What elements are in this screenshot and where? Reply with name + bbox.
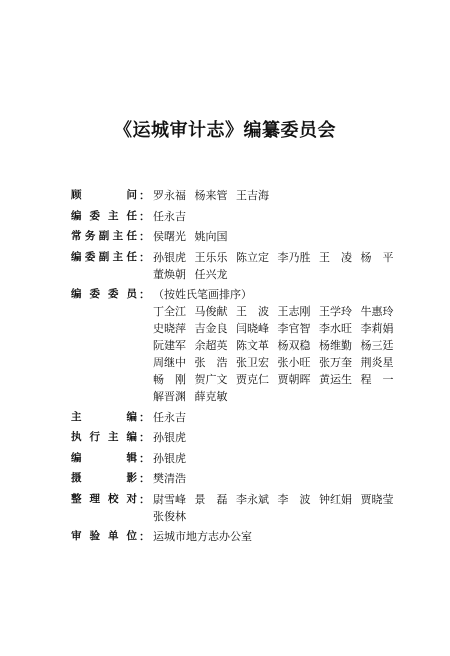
member-name: 景 磊 [194, 492, 228, 506]
member-name: 侯曙光 [153, 230, 186, 243]
role-label: 审验单位 [71, 530, 137, 542]
member-name: 畅 刚 [153, 373, 186, 386]
roster-row [71, 528, 431, 545]
roster-row [71, 470, 431, 487]
member-name: 王志刚 [277, 305, 311, 318]
role-colon: ： [139, 492, 150, 506]
member-name: 陈立定 [236, 250, 269, 264]
role-colon: ： [139, 431, 150, 444]
member-name: 王 波 [236, 305, 269, 318]
roster-row [71, 286, 431, 405]
member-name: 贺广文 [194, 373, 228, 386]
member-name: 黄运生 [319, 373, 352, 386]
member-name: 贾朝晖 [277, 373, 311, 386]
member-name: 牛惠玲 [360, 305, 394, 318]
member-name: 董焕朝 [153, 267, 186, 281]
role-label: 顾问 [71, 189, 137, 201]
member-name: 史晓萍 [153, 322, 186, 335]
member-name: 贾晓莹 [360, 492, 394, 506]
role-label: 编委主任 [71, 209, 137, 222]
member-name: 王学玲 [319, 305, 352, 318]
role-members [153, 429, 431, 446]
roster-row [71, 491, 431, 525]
member-name: 任永吉 [153, 410, 186, 424]
member-name: 薛克敏 [194, 390, 228, 403]
roster-row [71, 187, 431, 204]
member-name: 马俊献 [194, 305, 228, 318]
member-name: 解晋渊 [153, 390, 186, 403]
member-name: 李 波 [277, 492, 311, 506]
member-name: 贾克仁 [236, 373, 269, 386]
role-members [153, 470, 431, 487]
member-name: 钟红娟 [319, 492, 352, 506]
role-colon: ： [139, 472, 150, 485]
role-colon: ： [139, 250, 150, 264]
role-colon: ： [139, 410, 150, 424]
member-name: 闫晓峰 [236, 322, 269, 335]
roster-row [71, 208, 431, 225]
member-name: 罗永福 [153, 189, 186, 202]
member-name: 孙银虎 [153, 431, 186, 444]
role-colon: ： [139, 288, 150, 301]
member-name: 丁全江 [153, 305, 186, 318]
role-label: 摄影 [71, 472, 137, 484]
sort-note: （按姓氏笔画排序） [153, 288, 252, 301]
member-name: 杨 平 [360, 250, 394, 264]
roster-row [71, 228, 431, 245]
role-members [153, 528, 431, 545]
role-label: 编委副主任 [71, 250, 137, 263]
member-name: 李莉娟 [360, 322, 394, 335]
role-members [153, 228, 431, 245]
member-name: 张 浩 [194, 356, 228, 369]
member-name: 周继中 [153, 356, 186, 369]
role-label: 主编 [71, 410, 137, 423]
role-label: 整理校对 [71, 492, 137, 505]
committee-roster [71, 187, 431, 549]
member-name: 李永斌 [236, 492, 269, 506]
member-name: 余超英 [194, 339, 228, 352]
member-name: 杨维勤 [319, 339, 352, 352]
role-members [153, 409, 431, 426]
role-colon: ： [139, 230, 150, 243]
role-label: 常务副主任 [71, 230, 137, 242]
member-name: 张小旺 [277, 356, 311, 369]
member-name: 任兴龙 [194, 267, 228, 281]
member-name: 孙银虎 [153, 250, 186, 264]
role-members [153, 249, 431, 283]
member-name: 王乐乐 [194, 250, 228, 264]
member-name: 樊清浩 [153, 472, 186, 485]
role-label: 执行主编 [71, 431, 137, 443]
member-name: 陈文革 [236, 339, 269, 352]
roster-row [71, 249, 431, 283]
role-label: 编委委员 [71, 288, 137, 300]
member-name: 孙银虎 [153, 451, 186, 465]
roster-row [71, 450, 431, 467]
role-members [153, 187, 431, 204]
member-name: 荆炎星 [360, 356, 394, 369]
role-label: 编辑 [71, 451, 137, 464]
role-colon: ： [139, 189, 150, 202]
roster-row [71, 429, 431, 446]
member-name: 李水旺 [319, 322, 352, 335]
page-title: 《运城审计志》编纂委员会 [114, 120, 336, 141]
member-name: 姚向国 [194, 230, 228, 243]
member-name: 张万奎 [319, 356, 352, 369]
member-name: 阮建军 [153, 339, 186, 352]
member-name: 吉金良 [194, 322, 228, 335]
member-name: 尉雪峰 [153, 492, 186, 506]
role-colon: ： [139, 209, 150, 223]
roster-row [71, 409, 431, 426]
member-name: 王 凌 [319, 250, 352, 264]
member-name: 杨来管 [194, 189, 228, 202]
role-members [153, 286, 431, 405]
member-name: 杨双稳 [277, 339, 311, 352]
role-colon: ： [139, 451, 150, 465]
member-name: 任永吉 [153, 209, 186, 223]
role-members [153, 208, 431, 225]
member-name: 王吉海 [236, 189, 269, 202]
member-name: 杨三廷 [360, 339, 394, 352]
unit-name: 运城市地方志办公室 [153, 530, 252, 543]
member-name: 张卫宏 [236, 356, 269, 369]
member-name: 张俊林 [153, 509, 186, 523]
member-name: 程 一 [360, 373, 394, 386]
role-colon: ： [139, 530, 150, 543]
member-name: 李乃胜 [277, 250, 311, 264]
role-members [153, 491, 431, 525]
member-name: 李官智 [277, 322, 311, 335]
role-members [153, 450, 431, 467]
